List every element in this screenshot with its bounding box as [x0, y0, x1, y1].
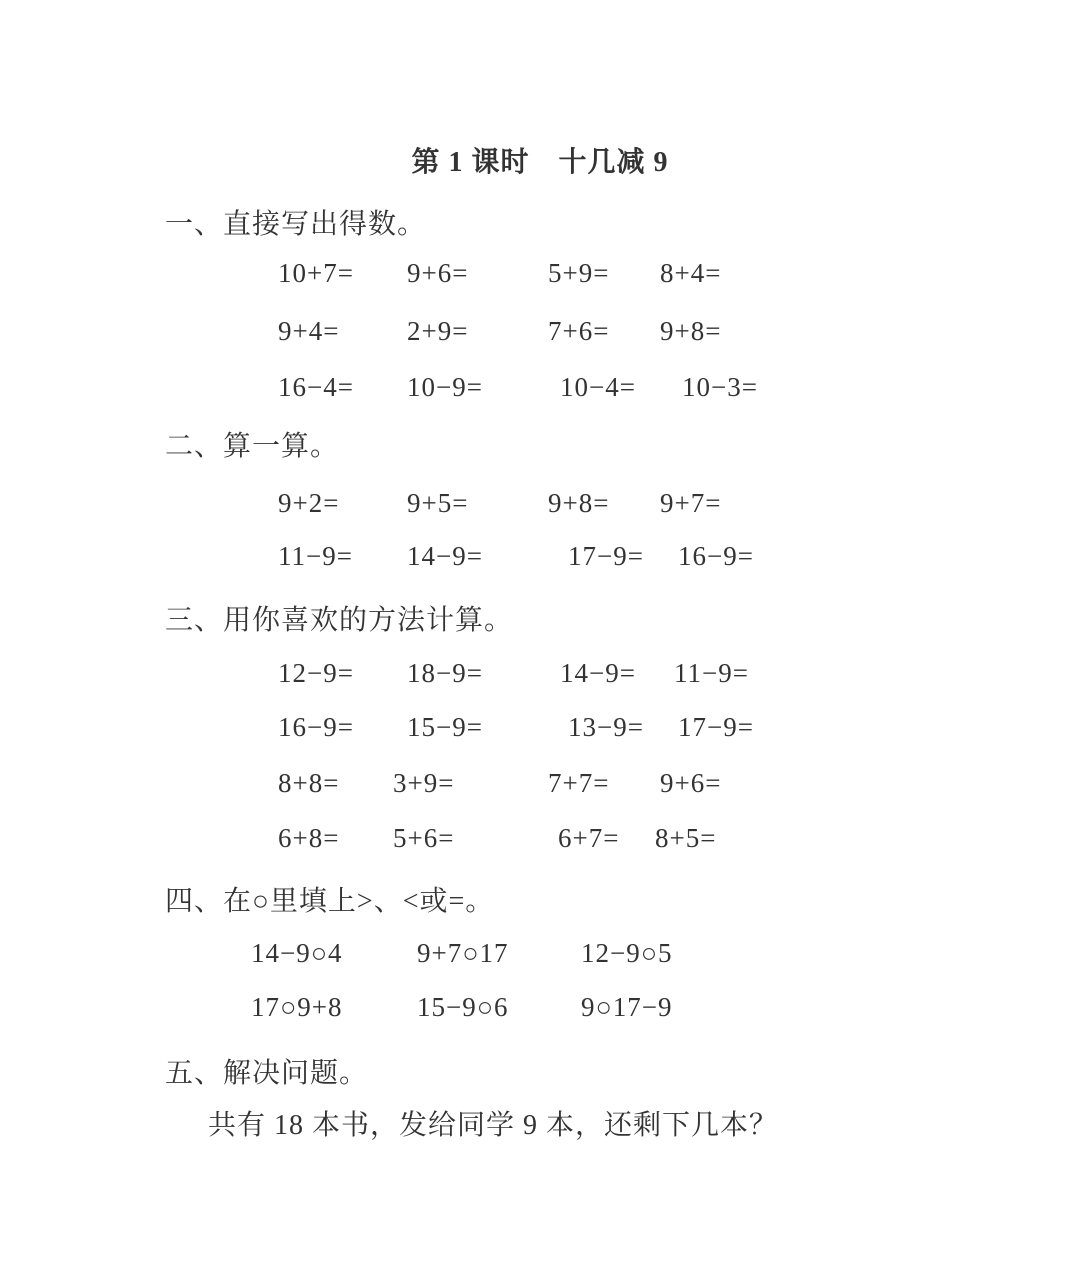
equation: 9○17−9	[581, 992, 673, 1022]
equation: 9+6=	[407, 258, 469, 288]
equation: 9+4=	[278, 316, 340, 346]
equation: 8+8=	[278, 768, 340, 798]
equation: 2+9=	[407, 316, 469, 346]
section-5-heading: 五、解决问题。	[165, 1058, 369, 1089]
equation: 9+8=	[548, 488, 610, 518]
equation: 11−9=	[674, 658, 749, 688]
equation: 14−9=	[407, 541, 483, 571]
page-title: 第 1 课时 十几减 9	[411, 147, 669, 178]
equation: 16−9=	[278, 712, 354, 742]
equation: 15−9=	[407, 712, 483, 742]
equation: 9+7=	[660, 488, 722, 518]
equation: 13−9=	[568, 712, 644, 742]
equation: 10−9=	[407, 372, 483, 402]
equation: 3+9=	[393, 768, 455, 798]
equation: 17−9=	[568, 541, 644, 571]
equation-row	[0, 372, 1080, 406]
equation-row	[0, 258, 1080, 292]
equation: 17○9+8	[251, 992, 343, 1022]
equation: 5+9=	[548, 258, 610, 288]
equation-row	[0, 712, 1080, 746]
equation: 9+5=	[407, 488, 469, 518]
equation: 17−9=	[678, 712, 754, 742]
equation: 7+6=	[548, 316, 610, 346]
equation-row	[0, 992, 1080, 1026]
equation: 10−3=	[682, 372, 758, 402]
equation: 14−9=	[560, 658, 636, 688]
equation: 7+7=	[548, 768, 610, 798]
equation: 10+7=	[278, 258, 354, 288]
equation: 16−4=	[278, 372, 354, 402]
equation: 9+8=	[660, 316, 722, 346]
equation: 9+7○17	[417, 938, 509, 968]
equation: 9+6=	[660, 768, 722, 798]
equation: 15−9○6	[417, 992, 509, 1022]
section-3-heading: 三、用你喜欢的方法计算。	[165, 605, 514, 636]
equation-row	[0, 658, 1080, 692]
equation: 10−4=	[560, 372, 636, 402]
equation: 5+6=	[393, 823, 455, 853]
equation: 6+8=	[278, 823, 340, 853]
equation-row	[0, 488, 1080, 522]
equation-row	[0, 541, 1080, 575]
equation: 8+4=	[660, 258, 722, 288]
equation: 12−9○5	[581, 938, 673, 968]
equation: 6+7=	[558, 823, 620, 853]
equation-row	[0, 768, 1080, 802]
equation: 18−9=	[407, 658, 483, 688]
equation: 9+2=	[278, 488, 340, 518]
equation: 11−9=	[278, 541, 353, 571]
equation-row	[0, 316, 1080, 350]
equation-row	[0, 938, 1080, 972]
equation: 14−9○4	[251, 938, 343, 968]
equation: 8+5=	[655, 823, 717, 853]
section-4-heading: 四、在○里填上>、<或=。	[165, 886, 495, 917]
equation-row	[0, 823, 1080, 857]
equation: 16−9=	[678, 541, 754, 571]
word-problem-text: 共有 18 本书，发给同学 9 本，还剩下几本？	[208, 1110, 779, 1141]
section-2-heading: 二、算一算。	[165, 431, 340, 462]
section-1-heading: 一、直接写出得数。	[165, 209, 427, 240]
equation: 12−9=	[278, 658, 354, 688]
